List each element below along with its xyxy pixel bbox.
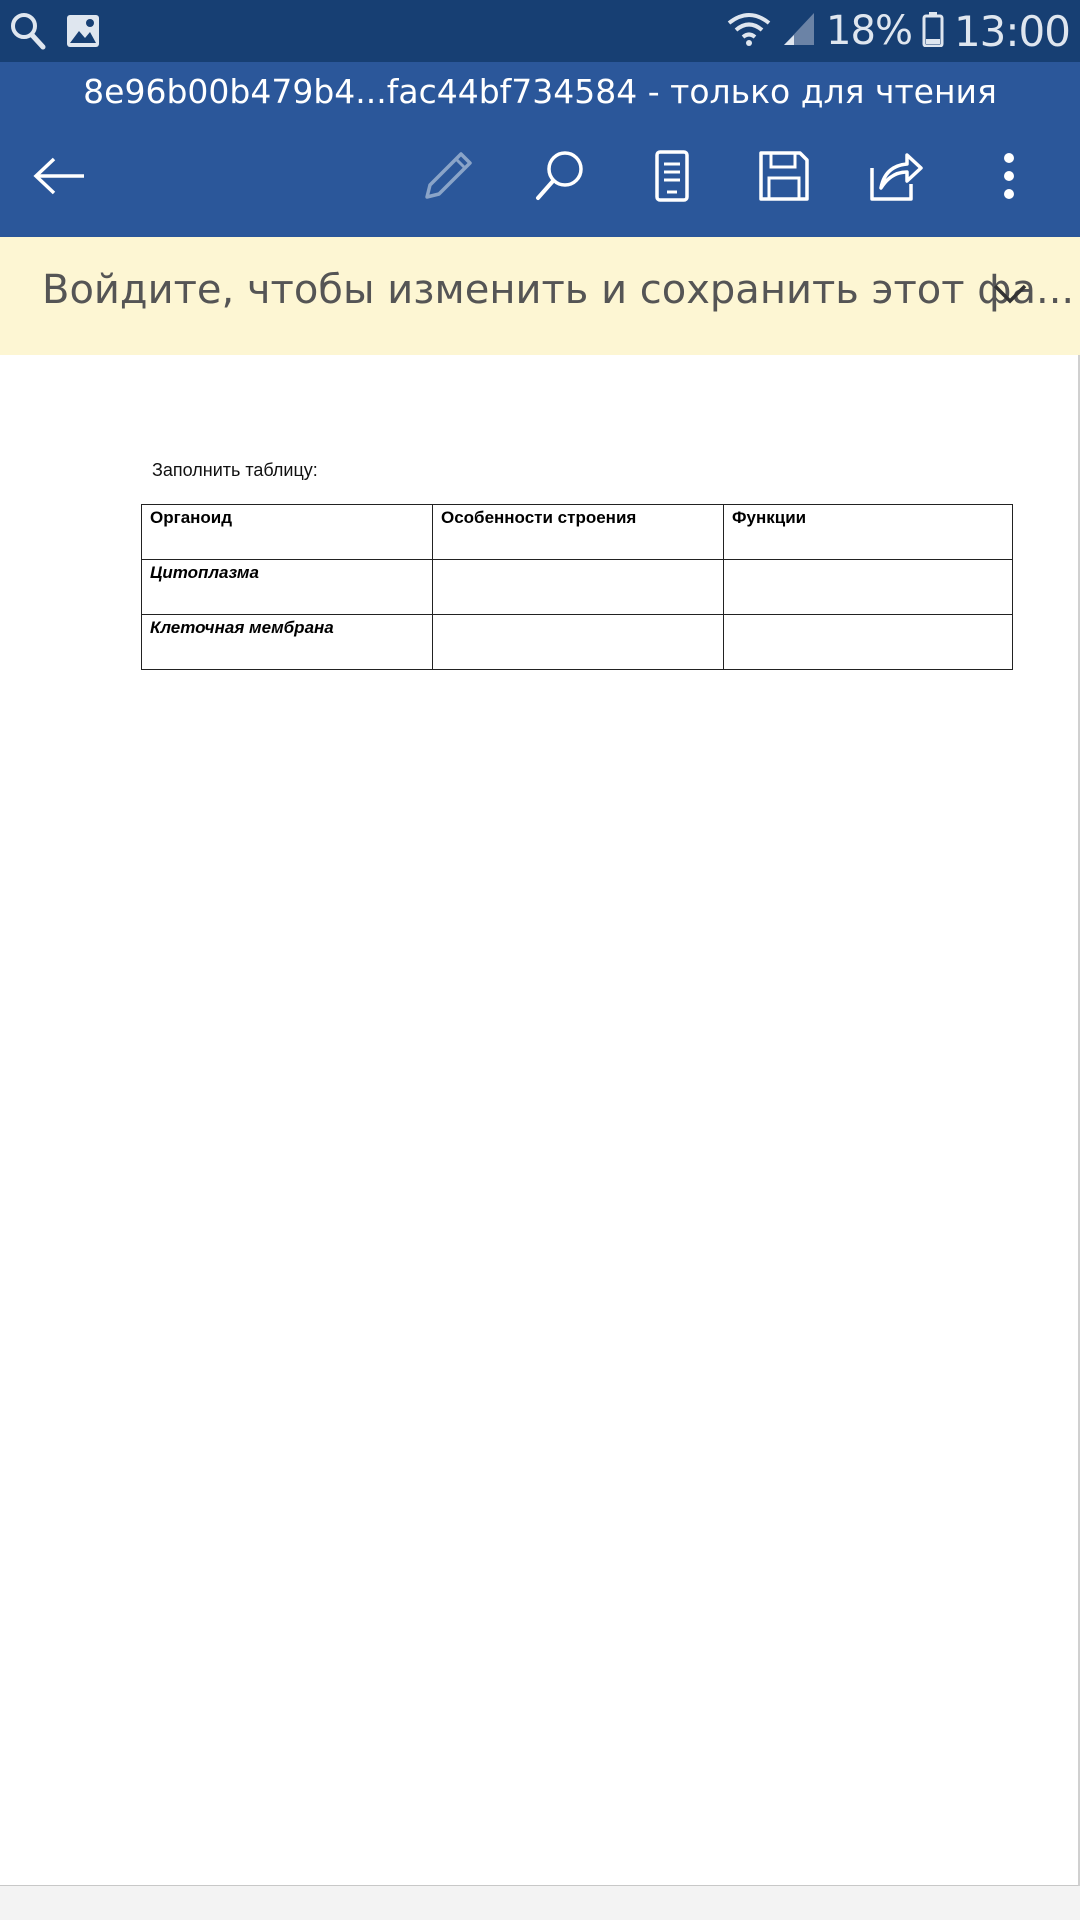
- save-button[interactable]: [748, 142, 820, 214]
- table-row: [142, 560, 1013, 615]
- document-title: 8e96b00b479b4...fac44bf734584 - только для чтения: [83, 71, 997, 111]
- back-button[interactable]: [24, 142, 96, 214]
- more-icon: [1001, 152, 1017, 205]
- table-row: [142, 615, 1013, 670]
- table-header-row: [142, 505, 1013, 560]
- document-table: [141, 504, 1013, 670]
- mobile-view-icon: [652, 150, 692, 207]
- wifi-icon: [726, 11, 772, 52]
- title-bar: [0, 62, 1080, 120]
- bottom-area: [0, 1886, 1080, 1920]
- image-icon: [66, 14, 100, 53]
- back-arrow-icon: [32, 156, 88, 201]
- table-cell: [433, 560, 724, 615]
- status-left: [10, 12, 100, 55]
- battery-percent: 18%: [826, 8, 912, 54]
- status-right: [726, 6, 1070, 56]
- signal-icon: [782, 11, 816, 52]
- table-cell: [724, 560, 1013, 615]
- table-header-cell: Органоид: [142, 505, 433, 560]
- table-cell: Цитоплазма: [142, 560, 433, 615]
- clock: 13:00: [953, 6, 1070, 56]
- edit-button[interactable]: [412, 142, 484, 214]
- table-cell: [433, 615, 724, 670]
- sign-in-banner[interactable]: [0, 237, 1080, 355]
- banner-text: Войдите, чтобы изменить и сохранить этот фа...: [42, 267, 1075, 313]
- document-heading: Заполнить таблицу:: [152, 460, 318, 480]
- more-button[interactable]: [973, 142, 1045, 214]
- table-header-cell: Функции: [724, 505, 1013, 560]
- battery-icon: [922, 11, 944, 52]
- table-cell: [724, 615, 1013, 670]
- mobile-view-button[interactable]: [636, 142, 708, 214]
- toolbar: [0, 120, 1080, 237]
- save-icon: [758, 150, 810, 207]
- search-button[interactable]: [524, 142, 596, 214]
- edit-pencil-icon: [421, 149, 475, 208]
- status-bar: [0, 0, 1080, 62]
- document-page: [0, 355, 1080, 1887]
- search-icon: [533, 149, 587, 208]
- share-button[interactable]: [860, 142, 932, 214]
- search-icon: [10, 12, 46, 55]
- chevron-down-icon[interactable]: [988, 272, 1032, 321]
- share-icon: [869, 150, 923, 207]
- table-cell: Клеточная мембрана: [142, 615, 433, 670]
- table-header-cell: Особенности строения: [433, 505, 724, 560]
